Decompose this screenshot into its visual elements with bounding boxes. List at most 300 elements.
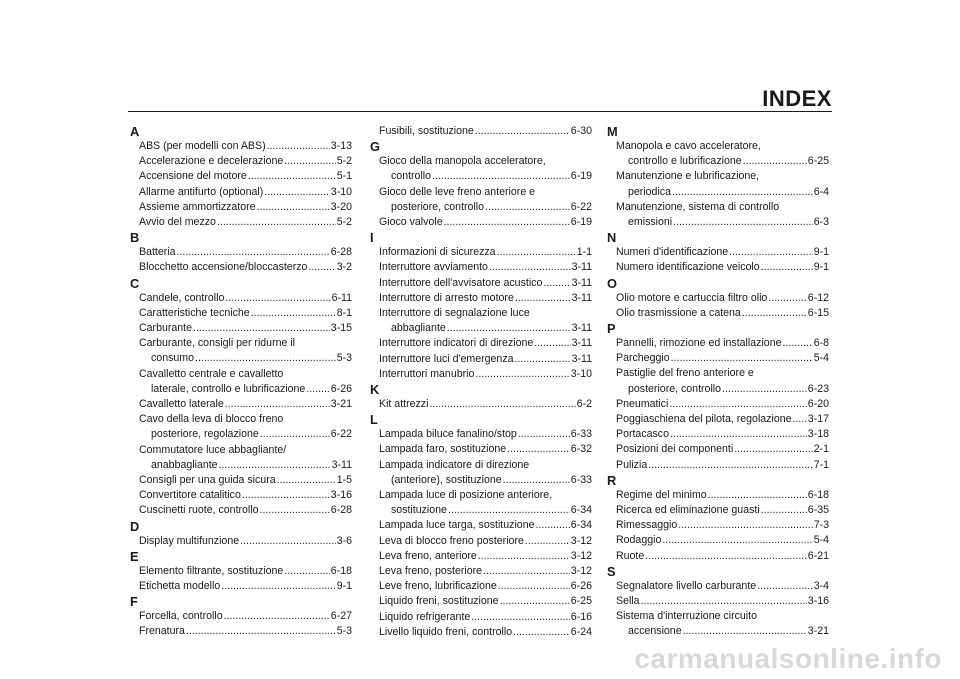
dot-leader [761, 260, 813, 275]
index-entry [130, 336, 352, 366]
entry-page-number: 3-18 [807, 428, 829, 441]
dot-leader [471, 610, 570, 625]
entry-term: Leva freno, anteriore [379, 549, 477, 562]
entry-page-number: 3-11 [571, 337, 592, 350]
dot-leader [543, 276, 570, 291]
index-entry [370, 564, 592, 579]
dot-leader [448, 503, 570, 518]
index-entry [130, 260, 352, 275]
index-letter: B [130, 230, 140, 246]
entry-term: Fusibili, sostituzione [379, 125, 474, 137]
dot-leader [219, 458, 331, 473]
dot-leader [498, 579, 570, 594]
entry-page-number: 6-18 [807, 488, 829, 501]
entry-page-number: 3-16 [330, 489, 352, 502]
dot-leader [186, 624, 336, 639]
entry-term: Interruttore luci d'emergenza [379, 352, 514, 365]
entry-term: laterale, controllo e lubrificazione [151, 382, 306, 395]
entry-page-number: 6-33 [570, 473, 592, 486]
index-entry [607, 260, 829, 275]
index-entry [370, 124, 592, 139]
dot-leader [306, 382, 330, 397]
dot-leader [489, 260, 571, 275]
entry-term: Interruttore di arresto motore [379, 291, 514, 304]
entry-page-number: 6-11 [331, 291, 352, 304]
entry-term: Manutenzione e lubrificazione, [616, 170, 760, 183]
dot-leader [267, 139, 330, 154]
watermark: carmanualsonline.info [634, 643, 942, 674]
entry-term: Convertitore catalitico [139, 489, 241, 502]
entry-term: posteriore, controllo [391, 200, 485, 213]
entry-page-number: 6-22 [330, 428, 352, 441]
entry-page-number: 3-11 [331, 458, 352, 471]
index-letter: E [130, 548, 139, 564]
index-letter: M [607, 124, 618, 139]
entry-term: posteriore, controllo [628, 382, 722, 395]
entry-page-number: 3-6 [336, 534, 352, 547]
entry-page-number: 5-1 [336, 170, 352, 183]
entry-page-number: 3-11 [571, 352, 592, 365]
entry-term: Elemento filtrante, sostituzione [139, 564, 284, 577]
index-column-1 [130, 124, 352, 640]
index-entry [370, 534, 592, 549]
index-entry [130, 624, 352, 639]
index-entry [130, 609, 352, 624]
entry-page-number: 9-1 [813, 246, 829, 259]
dot-leader [535, 518, 569, 533]
dot-leader [503, 473, 570, 488]
index-entry [370, 458, 592, 488]
entry-term: Etichetta modello [139, 580, 221, 593]
index-entry [607, 139, 829, 169]
entry-page-number: 5-4 [813, 534, 829, 547]
header-rule [128, 111, 832, 112]
entry-term: Lampada faro, sostituzione [379, 443, 507, 456]
index-column-3 [607, 124, 829, 640]
entry-term: Pastiglie del freno anteriore e [616, 367, 754, 380]
entry-page-number: 3-17 [807, 413, 829, 426]
dot-leader [673, 215, 813, 230]
dot-leader [497, 245, 576, 260]
entry-page-number: 3-10 [570, 367, 592, 380]
entry-page-number: 3-2 [336, 261, 352, 274]
dot-leader [513, 625, 570, 640]
entry-page-number: 6-16 [570, 610, 592, 623]
entry-page-number: 3-15 [330, 322, 352, 335]
dot-leader [277, 473, 336, 488]
entry-page-number: 6-20 [807, 397, 829, 410]
entry-page-number: 6-32 [570, 443, 592, 456]
dot-leader [768, 291, 806, 306]
index-entry [607, 200, 829, 230]
dot-leader [742, 306, 807, 321]
entry-term: (anteriore), sostituzione [391, 473, 502, 486]
index-entry [130, 154, 352, 169]
entry-page-number: 6-22 [570, 200, 592, 213]
entry-term: controllo [391, 170, 432, 183]
entry-page-number: 6-30 [570, 125, 592, 137]
dot-leader [670, 427, 807, 442]
entry-term: Accelerazione e decelerazione [139, 155, 284, 168]
dot-leader [708, 488, 807, 503]
index-entry [370, 352, 592, 367]
index-entry [370, 306, 592, 336]
entry-page-number: 6-19 [570, 170, 592, 183]
entry-page-number: 6-4 [813, 185, 829, 198]
index-entry [607, 442, 829, 457]
page-title: INDEX [762, 86, 832, 111]
entry-term: Informazioni di sicurezza [379, 246, 496, 259]
index-entry [370, 518, 592, 533]
index-entry [370, 245, 592, 260]
entry-page-number: 5-3 [336, 625, 352, 638]
dot-leader [284, 564, 330, 579]
entry-term: Segnalatore livello carburante [616, 579, 757, 592]
dot-leader [518, 427, 570, 442]
index-letter: A [130, 124, 140, 139]
entry-term: Commutatore luce abbagliante/ [139, 443, 287, 456]
index-entry [607, 306, 829, 321]
dot-leader [260, 427, 330, 442]
entry-term: Accensione del motore [139, 170, 247, 183]
entry-term: Liquido freni, sostituzione [379, 595, 499, 608]
index-entry [130, 321, 352, 336]
entry-term: Frenatura [139, 625, 185, 638]
entry-page-number: 8-1 [336, 306, 352, 319]
index-entry [370, 276, 592, 291]
dot-leader [683, 624, 807, 639]
dot-leader [645, 549, 807, 564]
index-entry [130, 169, 352, 184]
dot-leader [221, 579, 335, 594]
entry-term: Batteria [139, 246, 176, 259]
dot-leader [260, 503, 330, 518]
entry-page-number: 6-25 [570, 595, 592, 608]
dot-leader [475, 367, 569, 382]
entry-term: Liquido refrigerante [379, 610, 471, 623]
entry-term: Manopola e cavo acceleratore, [616, 140, 761, 152]
dot-leader [240, 534, 336, 549]
index-letter: K [370, 382, 380, 398]
dot-leader [648, 458, 812, 473]
dot-leader [264, 185, 330, 200]
entry-page-number: 3-12 [570, 534, 592, 547]
entry-term: Forcella, controllo [139, 610, 223, 623]
index-letter: S [607, 563, 616, 579]
entry-page-number: 9-1 [336, 580, 352, 593]
entry-term: Ricerca ed eliminazione guasti [616, 504, 760, 517]
entry-page-number: 1-1 [576, 246, 592, 259]
entry-page-number: 3-11 [571, 322, 592, 335]
entry-term: anabbagliante [151, 458, 218, 471]
index-letter: F [130, 594, 138, 610]
entry-page-number: 6-35 [807, 504, 829, 517]
entry-term: Interruttore di segnalazione luce [379, 307, 530, 320]
index-entry [607, 169, 829, 199]
dot-leader [761, 503, 807, 518]
entry-page-number: 6-34 [570, 519, 592, 532]
index-entry [130, 139, 352, 154]
index-entry [370, 594, 592, 609]
entry-page-number: 6-28 [330, 246, 352, 259]
entry-term: sostituzione [391, 504, 447, 517]
entry-term: Livello liquido freni, controllo [379, 625, 513, 638]
index-entry [130, 397, 352, 412]
entry-term: Carburante, consigli per ridurne il [139, 337, 296, 350]
index-letter: D [130, 518, 140, 534]
dot-leader [782, 336, 812, 351]
entry-term: Display multifunzione [139, 534, 240, 547]
index-entry [370, 579, 592, 594]
entry-page-number: 3-11 [571, 291, 592, 304]
index-entry [607, 245, 829, 260]
entry-page-number: 3-21 [330, 398, 352, 411]
dot-leader [641, 594, 807, 609]
entry-term: Lampada indicatore di direzione [379, 458, 530, 471]
entry-page-number: 9-1 [813, 261, 829, 274]
entry-term: Olio trasmissione a catena [616, 306, 741, 319]
index-entry [130, 215, 352, 230]
entry-term: Assieme ammortizzatore [139, 200, 256, 213]
dot-leader [429, 397, 575, 412]
dot-leader [757, 579, 813, 594]
dot-leader [478, 549, 570, 564]
index-letter: R [607, 472, 617, 488]
dot-leader [447, 321, 571, 336]
entry-page-number: 1-5 [336, 474, 352, 487]
entry-page-number: 3-10 [330, 185, 352, 198]
index-letter: I [370, 230, 374, 246]
dot-leader [195, 351, 336, 366]
entry-term: abbagliante [391, 322, 446, 335]
entry-page-number: 6-21 [807, 549, 829, 562]
entry-term: Sistema d'interruzione circuito [616, 610, 757, 623]
entry-term: Consigli per una guida sicura [139, 474, 276, 487]
index-entry [607, 351, 829, 366]
entry-page-number: 6-19 [570, 216, 592, 229]
dot-leader [507, 442, 570, 457]
index-entry [370, 427, 592, 442]
dot-leader [515, 352, 571, 367]
entry-page-number: 6-3 [813, 216, 829, 229]
entry-term: controllo e lubrificazione [628, 155, 742, 168]
entry-term: Numeri d'identificazione [616, 246, 729, 259]
index-entry [370, 291, 592, 306]
entry-page-number: 6-28 [330, 504, 352, 517]
entry-page-number: 5-2 [336, 155, 352, 168]
entry-page-number: 3-11 [571, 276, 592, 289]
entry-page-number: 6-33 [570, 428, 592, 441]
entry-term: Pneumatici [616, 397, 669, 410]
index-entry [130, 534, 352, 549]
entry-term: Lampada biluce fanalino/stop [379, 428, 517, 441]
index-entry [370, 185, 592, 215]
entry-term: Leva freno, posteriore [379, 565, 483, 578]
index-entry [130, 503, 352, 518]
entry-term: Leve freno, lubrificazione [379, 580, 497, 593]
entry-term: Gioco della manopola acceleratore, [379, 155, 546, 168]
index-entry [607, 594, 829, 609]
index-entry [607, 609, 829, 639]
index-entry [607, 458, 829, 473]
entry-page-number: 2-1 [813, 443, 829, 456]
dot-leader [242, 488, 330, 503]
entry-term: Lampada luce targa, sostituzione [379, 519, 535, 532]
index-entry [370, 442, 592, 457]
index-entry [607, 533, 829, 548]
dot-leader [257, 200, 330, 215]
entry-term: Parcheggio [616, 352, 670, 365]
entry-term: Interruttore dell'avvisatore acustico [379, 276, 543, 289]
index-entry [130, 306, 352, 321]
index-letter: O [607, 275, 617, 291]
dot-leader [483, 564, 570, 579]
entry-term: Interruttore avviamento [379, 261, 488, 274]
dot-leader [515, 291, 571, 306]
entry-page-number: 3-21 [807, 625, 829, 638]
index-letter: L [370, 412, 378, 428]
index-letter: G [370, 139, 380, 155]
entry-page-number: 7-1 [813, 458, 829, 471]
dot-leader [432, 169, 570, 184]
dot-leader [284, 154, 335, 169]
dot-leader [743, 154, 807, 169]
index-entry [607, 291, 829, 306]
index-entry [370, 336, 592, 351]
index-entry [370, 367, 592, 382]
entry-term: Olio motore e cartuccia filtro olio [616, 291, 768, 304]
dot-leader [224, 609, 330, 624]
index-letter: C [130, 275, 140, 291]
entry-page-number: 6-26 [330, 382, 352, 395]
entry-page-number: 3-13 [330, 140, 352, 152]
entry-page-number: 3-16 [807, 595, 829, 608]
entry-page-number: 6-25 [807, 155, 829, 168]
index-entry [607, 503, 829, 518]
index-entry [130, 367, 352, 397]
index-entry [370, 260, 592, 275]
entry-term: Interruttore indicatori di direzione [379, 337, 534, 350]
index-entry [607, 336, 829, 351]
dot-leader [534, 336, 570, 351]
index-entry [370, 549, 592, 564]
index-entry [130, 291, 352, 306]
dot-leader [251, 306, 336, 321]
entry-term: Gioco delle leve freno anteriore e [379, 185, 536, 198]
entry-page-number: 6-23 [807, 382, 829, 395]
index-entry [607, 518, 829, 533]
dot-leader [734, 442, 812, 457]
index-column-2 [370, 124, 592, 640]
entry-term: Cavalletto laterale [139, 398, 224, 411]
index-entry [370, 397, 592, 412]
entry-page-number: 6-18 [330, 564, 352, 577]
entry-term: Sella [616, 595, 640, 608]
dot-leader [722, 382, 807, 397]
entry-term: periodica [628, 185, 671, 198]
dot-leader [475, 124, 570, 139]
dot-leader [444, 215, 570, 230]
index-entry [607, 579, 829, 594]
dot-leader [225, 291, 330, 306]
entry-page-number: 6-15 [807, 306, 829, 319]
entry-term: Numero identificazione veicolo [616, 261, 760, 274]
entry-term: consumo [151, 352, 194, 365]
entry-page-number: 3-12 [570, 549, 592, 562]
index-entry [130, 185, 352, 200]
index-entry [370, 625, 592, 640]
dot-leader [729, 245, 813, 260]
entry-page-number: 6-12 [807, 291, 829, 304]
dot-leader [193, 321, 330, 336]
index-entry [370, 610, 592, 625]
entry-term: Cuscinetti ruote, controllo [139, 504, 259, 517]
entry-term: Poggiaschiena del pilota, regolazione [616, 413, 792, 426]
index-entry [607, 488, 829, 503]
index-entry [130, 564, 352, 579]
entry-term: Carburante [139, 322, 192, 335]
dot-leader [308, 260, 335, 275]
entry-page-number: 6-26 [570, 580, 592, 593]
entry-page-number: 6-2 [576, 398, 592, 411]
entry-term: Lampada luce di posizione anteriore, [379, 489, 553, 502]
index-entry [607, 397, 829, 412]
entry-page-number: 6-24 [570, 625, 592, 638]
entry-term: Candele, controllo [139, 291, 225, 304]
index-entry [130, 443, 352, 473]
index-entry [370, 154, 592, 184]
entry-page-number: 5-4 [813, 352, 829, 365]
entry-page-number: 3-4 [813, 579, 829, 592]
entry-term: Avvio del mezzo [139, 216, 216, 229]
index-entry [607, 427, 829, 442]
entry-term: Posizioni dei componenti [616, 443, 734, 456]
entry-term: Cavalletto centrale e cavalletto [139, 367, 284, 380]
index-entry [130, 412, 352, 442]
entry-term: Interruttori manubrio [379, 367, 475, 380]
entry-page-number: 6-27 [330, 610, 352, 623]
entry-page-number: 7-3 [813, 519, 829, 532]
index-entry [130, 200, 352, 215]
entry-term: Kit attrezzi [379, 398, 429, 411]
entry-term: Regime del minimo [616, 488, 707, 501]
index-entry [370, 488, 592, 518]
index-letter: N [607, 230, 617, 246]
dot-leader [525, 534, 570, 549]
dot-leader [225, 397, 330, 412]
index-entry [370, 215, 592, 230]
dot-leader [662, 533, 812, 548]
dot-leader [671, 351, 813, 366]
entry-page-number: 5-3 [336, 352, 352, 365]
entry-term: posteriore, regolazione [151, 428, 259, 441]
entry-term: Pulizia [616, 458, 648, 471]
entry-page-number: 3-20 [330, 200, 352, 213]
index-entry [130, 473, 352, 488]
entry-term: Blocchetto accensione/bloccasterzo [139, 261, 308, 274]
entry-term: Caratteristiche tecniche [139, 306, 250, 319]
entry-term: emissioni [628, 216, 673, 229]
index-letter: P [607, 321, 616, 337]
dot-leader [672, 185, 813, 200]
entry-page-number: 6-34 [570, 504, 592, 517]
index-entry [607, 549, 829, 564]
entry-page-number: 3-12 [570, 565, 592, 578]
entry-page-number: 6-8 [813, 337, 829, 350]
dot-leader [177, 245, 330, 260]
entry-term: Portacasco [616, 428, 669, 441]
entry-term: Leva di blocco freno posteriore [379, 534, 524, 547]
